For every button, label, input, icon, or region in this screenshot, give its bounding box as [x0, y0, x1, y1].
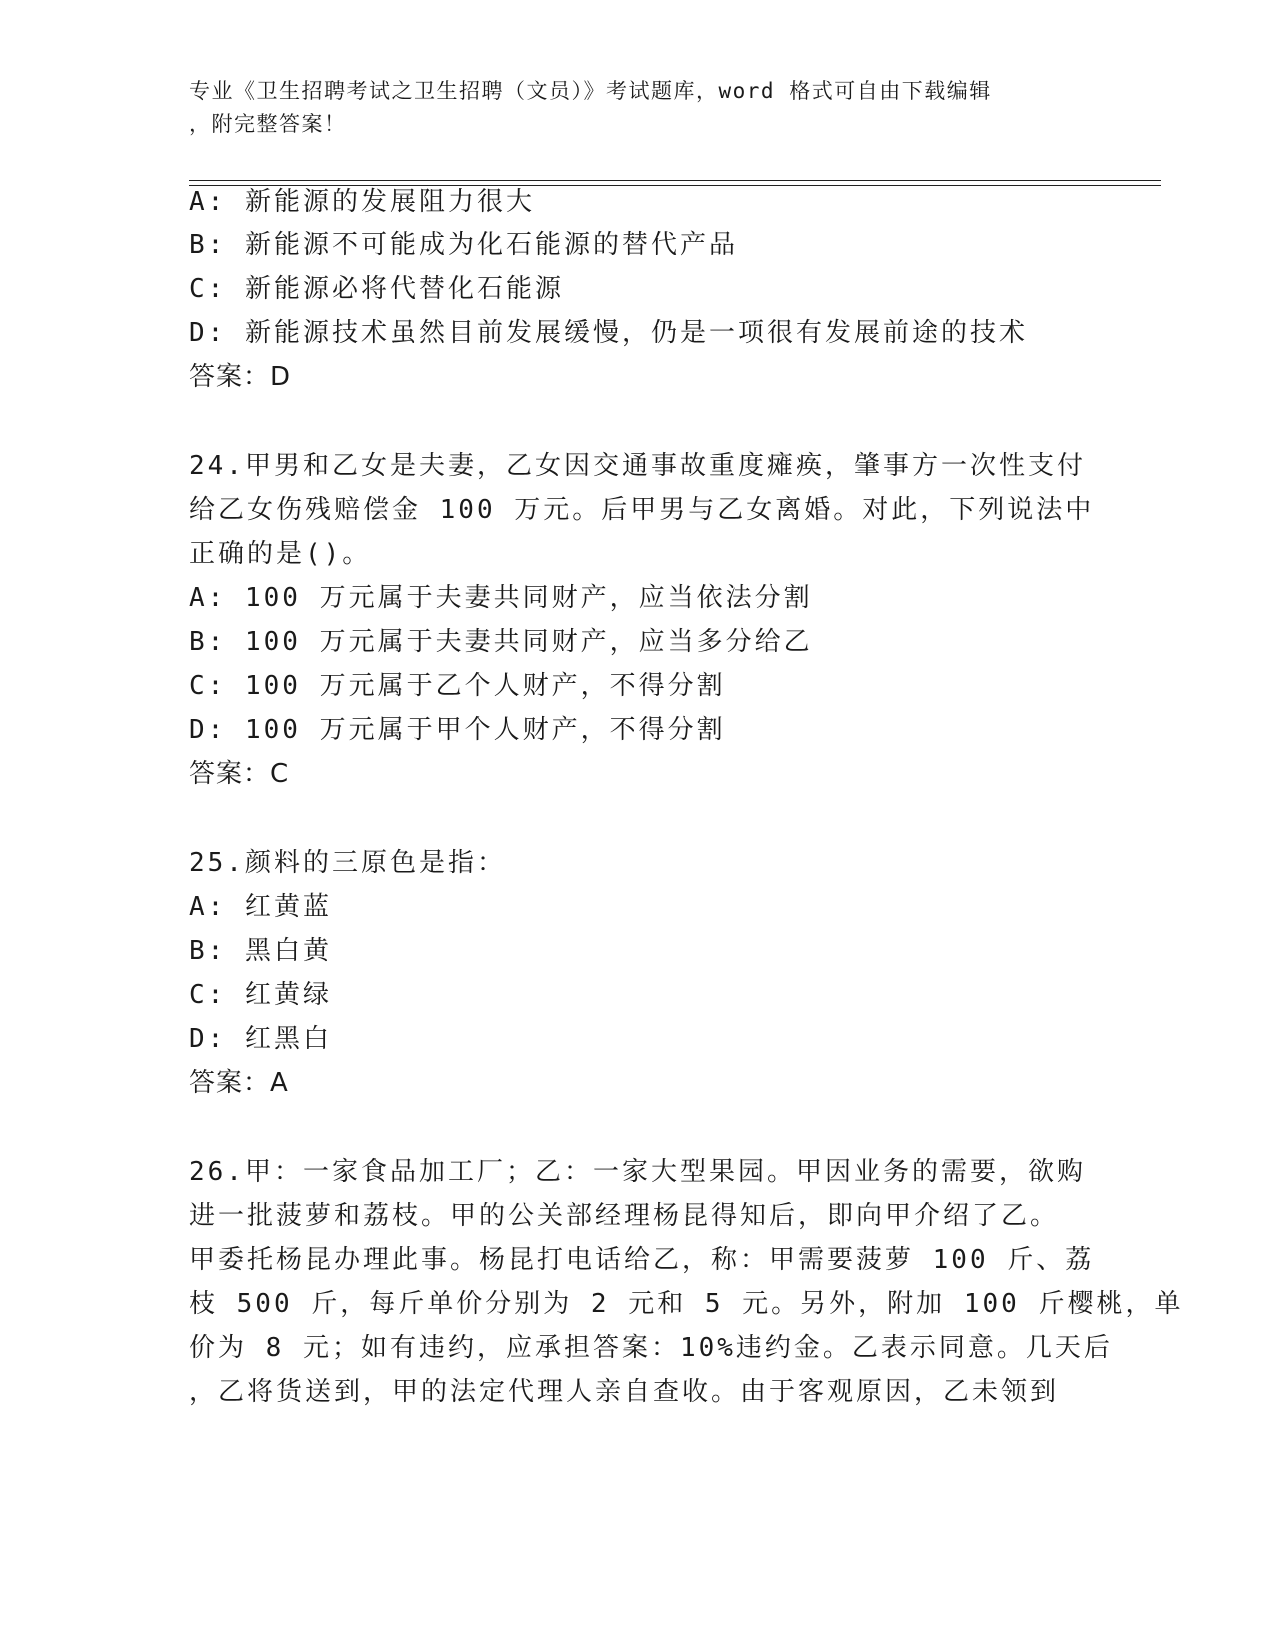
- q24-option-c: C: 100 万元属于乙个人财产，不得分割: [189, 671, 726, 701]
- q23-option-b: B: 新能源不可能成为化石能源的替代产品: [189, 230, 738, 260]
- q25-option-d: D: 红黑白: [189, 1024, 332, 1054]
- q23-option-d: D: 新能源技术虽然目前发展缓慢，仍是一项很有发展前途的技术: [189, 318, 1028, 348]
- q25-option-b: B: 黑白黄: [189, 936, 332, 966]
- q24-stem-line-2: 给乙女伤残赔偿金 100 万元。后甲男与乙女离婚。对此，下列说法中: [189, 495, 1095, 525]
- q23-option-a: A: 新能源的发展阻力很大: [189, 187, 535, 217]
- header-title-line-2: ，附完整答案！: [189, 112, 347, 136]
- q25-option-c: C: 红黄绿: [189, 980, 332, 1010]
- q26-stem-line-6: ，乙将货送到，甲的法定代理人亲自查收。由于客观原因，乙未领到: [189, 1377, 1060, 1407]
- q24-option-d: D: 100 万元属于甲个人财产，不得分割: [189, 715, 726, 745]
- q24-option-b: B: 100 万元属于夫妻共同财产，应当多分给乙: [189, 627, 813, 657]
- q24-answer: 答案：C: [189, 759, 290, 789]
- q24-option-a: A: 100 万元属于夫妻共同财产，应当依法分割: [189, 583, 813, 613]
- q26-stem-line-2: 进一批菠萝和荔枝。甲的公关部经理杨昆得知后，即向甲介绍了乙。: [189, 1201, 1060, 1231]
- q24-stem-line-3: 正确的是()。: [189, 539, 372, 569]
- q24-stem-line-1: 24.甲男和乙女是夫妻，乙女因交通事故重度瘫痪，肇事方一次性支付: [189, 451, 1086, 481]
- header-rule-top: [189, 180, 1161, 181]
- q26-stem-line-3: 甲委托杨昆办理此事。杨昆打电话给乙，称：甲需要菠萝 100 斤、荔: [189, 1245, 1095, 1275]
- q23-option-c: C: 新能源必将代替化石能源: [189, 274, 564, 304]
- q26-stem-line-1: 26.甲：一家食品加工厂；乙：一家大型果园。甲因业务的需要，欲购: [189, 1157, 1086, 1187]
- q23-answer: 答案：D: [189, 362, 292, 392]
- q26-stem-line-4: 枝 500 斤，每斤单价分别为 2 元和 5 元。另外，附加 100 斤樱桃，单: [189, 1289, 1184, 1319]
- q25-answer: 答案：A: [189, 1068, 289, 1098]
- q25-stem: 25.颜料的三原色是指：: [189, 848, 506, 878]
- q25-option-a: A: 红黄蓝: [189, 892, 332, 922]
- q26-stem-line-5: 价为 8 元；如有违约，应承担答案：10%违约金。乙表示同意。几天后: [189, 1333, 1113, 1363]
- header-title-line-1: 专业《卫生招聘考试之卫生招聘（文员）》考试题库，word 格式可自由下载编辑: [189, 79, 992, 103]
